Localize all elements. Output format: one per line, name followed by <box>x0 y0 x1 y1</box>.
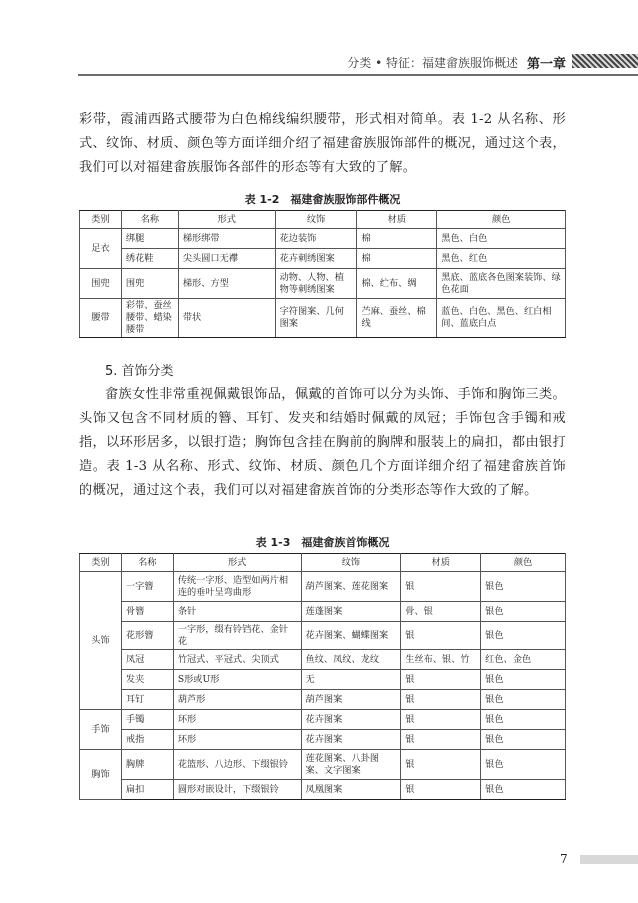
table-cell: 银色 <box>481 670 566 690</box>
running-header <box>0 52 638 74</box>
table-header-row <box>80 554 566 572</box>
section-heading-jewelry: 5. 首饰分类 <box>105 364 174 379</box>
table-row <box>80 622 566 650</box>
table-garment-parts <box>79 210 566 338</box>
table-caption-1-3: 表 1-3 福建畲族首饰概况 <box>255 536 390 549</box>
category-cell: 腰带 <box>80 299 122 338</box>
column-header: 材质 <box>401 554 481 572</box>
table-cell: 传统一字形、造型如两片相连的垂叶呈弯曲形 <box>173 572 301 602</box>
table-cell: 银色 <box>481 750 566 780</box>
table-cell: 花卉图案 <box>301 710 401 730</box>
table-cell: 绑腿 <box>121 229 178 249</box>
table-cell: 银 <box>401 690 481 710</box>
table-cell: 无 <box>301 670 401 690</box>
table-cell: 花卉图案 <box>301 730 401 750</box>
table-cell: 银 <box>401 622 481 650</box>
table-cell: 尖头圆口无襻 <box>178 249 275 269</box>
category-cell: 头饰 <box>80 572 122 710</box>
table-cell: 棉 <box>357 249 437 269</box>
table-cell: S形或U形 <box>173 670 301 690</box>
table-cell: 黑色、白色 <box>437 229 566 249</box>
table-cell: 耳钉 <box>121 690 173 710</box>
table-cell: 胸牌 <box>121 750 173 780</box>
table-cell: 带状 <box>178 299 275 338</box>
table-jewelry <box>79 553 566 800</box>
table-cell: 条针 <box>173 602 301 622</box>
table-cell: 银 <box>401 710 481 730</box>
table-cell: 莲花图案、八卦图案、文字图案 <box>301 750 401 780</box>
table-cell: 苎麻、蚕丝、棉线 <box>357 299 437 338</box>
table-row <box>80 730 566 750</box>
paragraph-intro: 彩带，霞浦西路式腰带为白色棉线编织腰带，形式相对简单。表 1-2 从名称、形式、纹饰、材质、颜色等方面详细介绍了福建畲族服饰部件的概况，通过这个表，我们可以对福建畲族服饰各部件的形态等有大致的了解。 <box>79 112 566 175</box>
column-header: 形式 <box>173 554 301 572</box>
table-cell: 骨、银 <box>401 602 481 622</box>
table-cell: 银 <box>401 780 481 800</box>
table-cell: 银色 <box>481 710 566 730</box>
table-caption-1-2: 表 1-2 福建畲族服饰部件概况 <box>244 193 401 206</box>
page-number: 7 <box>560 852 568 866</box>
table-row <box>80 249 566 269</box>
chapter-label: 第一章 <box>526 57 566 72</box>
column-header: 材质 <box>357 211 437 229</box>
table-cell: 红色、金色 <box>481 650 566 670</box>
table-row <box>80 299 566 338</box>
table-cell: 花形簪 <box>121 622 173 650</box>
table-cell: 棉 <box>357 229 437 249</box>
table-cell: 手镯 <box>121 710 173 730</box>
category-cell: 手饰 <box>80 710 122 750</box>
table-cell: 葫芦形 <box>173 690 301 710</box>
table-cell: 银色 <box>481 730 566 750</box>
table-cell: 葫芦图案 <box>301 690 401 710</box>
table-cell: 绣花鞋 <box>121 249 178 269</box>
table-cell: 花卉图案、蝴蝶图案 <box>301 622 401 650</box>
column-header: 形式 <box>178 211 275 229</box>
column-header: 颜色 <box>437 211 566 229</box>
table-cell: 字符图案、几何图案 <box>275 299 357 338</box>
column-header: 类别 <box>80 211 122 229</box>
table-row <box>80 602 566 622</box>
table-row <box>80 269 566 299</box>
table-cell: 梯形、方型 <box>178 269 275 299</box>
table-row <box>80 690 566 710</box>
table-row <box>80 780 566 800</box>
table-cell: 圆形对嵌设计，下缀银铃 <box>173 780 301 800</box>
table-cell: 发夹 <box>121 670 173 690</box>
table-row <box>80 572 566 602</box>
header-rule <box>78 74 638 76</box>
table-cell: 戒指 <box>121 730 173 750</box>
table-cell: 竹冠式、平冠式、尖顶式 <box>173 650 301 670</box>
table-cell: 棉、纻布、绸 <box>357 269 437 299</box>
table-cell: 银色 <box>481 690 566 710</box>
table-cell: 蓝色、白色、黑色、红白相间、蓝底白点 <box>437 299 566 338</box>
table-cell: 莲蓬图案 <box>301 602 401 622</box>
column-header: 类别 <box>80 554 122 572</box>
table-cell: 银 <box>401 730 481 750</box>
table-cell: 动物、人物、植物等刺绣图案 <box>275 269 357 299</box>
table-row <box>80 650 566 670</box>
category-cell: 胸饰 <box>80 750 122 800</box>
table-cell: 一字簪 <box>121 572 173 602</box>
column-header: 纹饰 <box>275 211 357 229</box>
table-cell: 黑色、红色 <box>437 249 566 269</box>
table-row <box>80 750 566 780</box>
decorative-pattern-band <box>572 54 638 68</box>
table-cell: 银 <box>401 670 481 690</box>
paragraph-jewelry: 畲族女性非常重视佩戴银饰品，佩戴的首饰可以分为头饰、手饰和胸饰三类。头饰又包含不同材质的簪、耳钉、发夹和结婚时佩戴的凤冠；手饰包含手镯和戒指，以环形居多，以银打造；胸饰包含挂在胸前的胸牌和服装上的扁扣，都由银打造。表 1-3 从名称、形式、纹饰、材质、颜色几个方面详细介绍了福建畲族首饰的概况，通过这个表，我们可以对福建畲族首饰的分类形态等作大致的了解。 <box>79 387 566 498</box>
table-cell: 围兜 <box>121 269 178 299</box>
table-cell: 梯形绑带 <box>178 229 275 249</box>
table-cell: 花篮形、八边形、下缀银铃 <box>173 750 301 780</box>
table-cell: 黑底、蓝底各色图案装饰、绿色花面 <box>437 269 566 299</box>
column-header: 名称 <box>121 554 173 572</box>
category-cell: 足衣 <box>80 229 122 269</box>
column-header: 名称 <box>121 211 178 229</box>
table-cell: 银色 <box>481 602 566 622</box>
table-cell: 花边装饰 <box>275 229 357 249</box>
table-row <box>80 229 566 249</box>
table-cell: 花卉刺绣图案 <box>275 249 357 269</box>
table-row <box>80 710 566 730</box>
column-header: 颜色 <box>481 554 566 572</box>
table-cell: 环形 <box>173 710 301 730</box>
table-cell: 银 <box>401 750 481 780</box>
category-cell: 围兜 <box>80 269 122 299</box>
table-cell: 银 <box>401 572 481 602</box>
table-cell: 生丝布、银、竹 <box>401 650 481 670</box>
column-header: 纹饰 <box>301 554 401 572</box>
running-header-title: 分类 • 特征：福建畲族服饰概述 <box>347 56 518 70</box>
table-row <box>80 670 566 690</box>
table-cell: 凤冠 <box>121 650 173 670</box>
table-cell: 一字形，缀有铃铛花、金针花 <box>173 622 301 650</box>
table-cell: 银色 <box>481 622 566 650</box>
table-cell: 鱼纹、凤纹、龙纹 <box>301 650 401 670</box>
table-cell: 银色 <box>481 780 566 800</box>
table-cell: 银色 <box>481 572 566 602</box>
table-cell: 葫芦图案、莲花图案 <box>301 572 401 602</box>
table-cell: 环形 <box>173 730 301 750</box>
table-header-row <box>80 211 566 229</box>
table-cell: 扁扣 <box>121 780 173 800</box>
table-cell: 彩带、蚕丝腰带、蜡染腰带 <box>121 299 178 338</box>
page-number-bar <box>580 855 638 864</box>
table-cell: 凤凰图案 <box>301 780 401 800</box>
table-cell: 骨簪 <box>121 602 173 622</box>
